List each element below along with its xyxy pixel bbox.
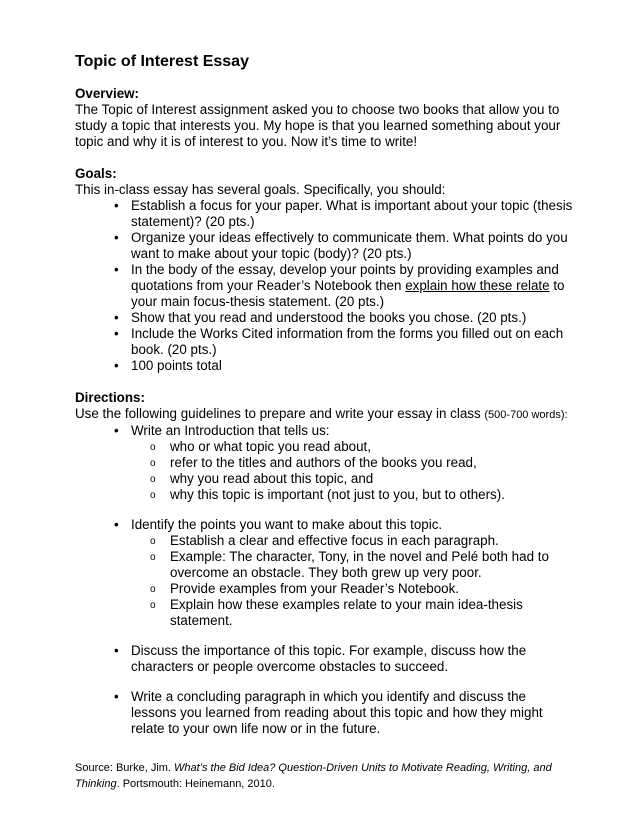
source-citation xyxy=(75,760,575,792)
goals-section xyxy=(75,166,575,374)
underlined-phrase: explain how these relate xyxy=(405,278,550,293)
direction-item xyxy=(75,517,575,629)
directions-intro-text: Use the following guidelines to prepare and write your essay in class xyxy=(75,406,485,421)
directions-list xyxy=(75,423,575,737)
direction-item-text: Write an Introduction that tells us: xyxy=(131,423,330,438)
directions-heading: Directions: xyxy=(75,390,145,405)
goal-item: • Organize your ideas effectively to communicate them. What points do you want to make about your topic (body)? (20 pts.) xyxy=(75,230,575,262)
sub-item: o why you read about this topic, and xyxy=(131,471,575,487)
direction-sublist xyxy=(131,439,575,503)
goal-item: • 100 points total xyxy=(75,358,575,374)
goals-intro: This in-class essay has several goals. Specifically, you should: xyxy=(75,182,446,197)
document-title: Topic of Interest Essay xyxy=(75,53,249,70)
overview-text: The Topic of Interest assignment asked you to choose two books that allow you to study a topic that interests you. My hope is that you learned something about your topic and why it is of interest to you. Now it’s time to write! xyxy=(75,102,561,149)
goals-list xyxy=(75,198,575,374)
goal-item: • Include the Works Cited information from the forms you filled out on each book. (20 pts.) xyxy=(75,326,575,358)
citation-title: What’s the Bid Idea? Question-Driven Units to Motivate Reading, Writing, and Thinking xyxy=(75,762,552,790)
direction-item xyxy=(75,423,575,503)
sub-item: o who or what topic you read about, xyxy=(131,439,575,455)
overview-heading: Overview: xyxy=(75,86,140,101)
sub-item: o refer to the titles and authors of the books you read, xyxy=(131,455,575,471)
goal-item-text: In the body of the essay, develop your points by providing examples and quotations from your Reader’s Notebook then xyxy=(131,262,559,293)
sub-item: o Provide examples from your Reader’s Notebook. xyxy=(131,581,575,597)
direction-sublist xyxy=(131,533,575,629)
directions-section xyxy=(75,390,575,737)
citation-suffix: . Portsmouth: Heinemann, 2010. xyxy=(116,778,275,790)
sub-item: o Explain how these examples relate to your main idea-thesis statement. xyxy=(131,597,575,629)
document-body xyxy=(75,52,575,753)
directions-intro xyxy=(75,406,575,423)
goal-item-text: to your main focus-thesis statement. (20 pts.) xyxy=(131,278,565,309)
goals-heading: Goals: xyxy=(75,166,117,181)
goal-item: • Show that you read and understood the books you chose. (20 pts.) xyxy=(75,310,575,326)
direction-item: • Discuss the importance of this topic. For example, discuss how the characters or people overcome obstacles to succeed. xyxy=(75,643,575,675)
direction-item: • Write a concluding paragraph in which you identify and discuss the lessons you learned from reading about this topic and how they might relate to your own life now or in the future. xyxy=(75,689,575,737)
direction-item-text: Identify the points you want to make about this topic. xyxy=(131,517,443,532)
sub-item: o Establish a clear and effective focus in each paragraph. xyxy=(131,533,575,549)
sub-item: o Example: The character, Tony, in the novel and Pelé both had to overcome an obstacle. They both grew up very poor. xyxy=(131,549,575,581)
goal-item xyxy=(75,262,575,310)
sub-item: o why this topic is important (not just to you, but to others). xyxy=(131,487,575,503)
word-count-note: (500-700 words): xyxy=(484,409,568,421)
citation-prefix: Source: Burke, Jim. xyxy=(75,762,175,774)
overview-section xyxy=(75,86,575,150)
goal-item: • Establish a focus for your paper. What is important about your topic (thesis statement)? (20 pts.) xyxy=(75,198,575,230)
